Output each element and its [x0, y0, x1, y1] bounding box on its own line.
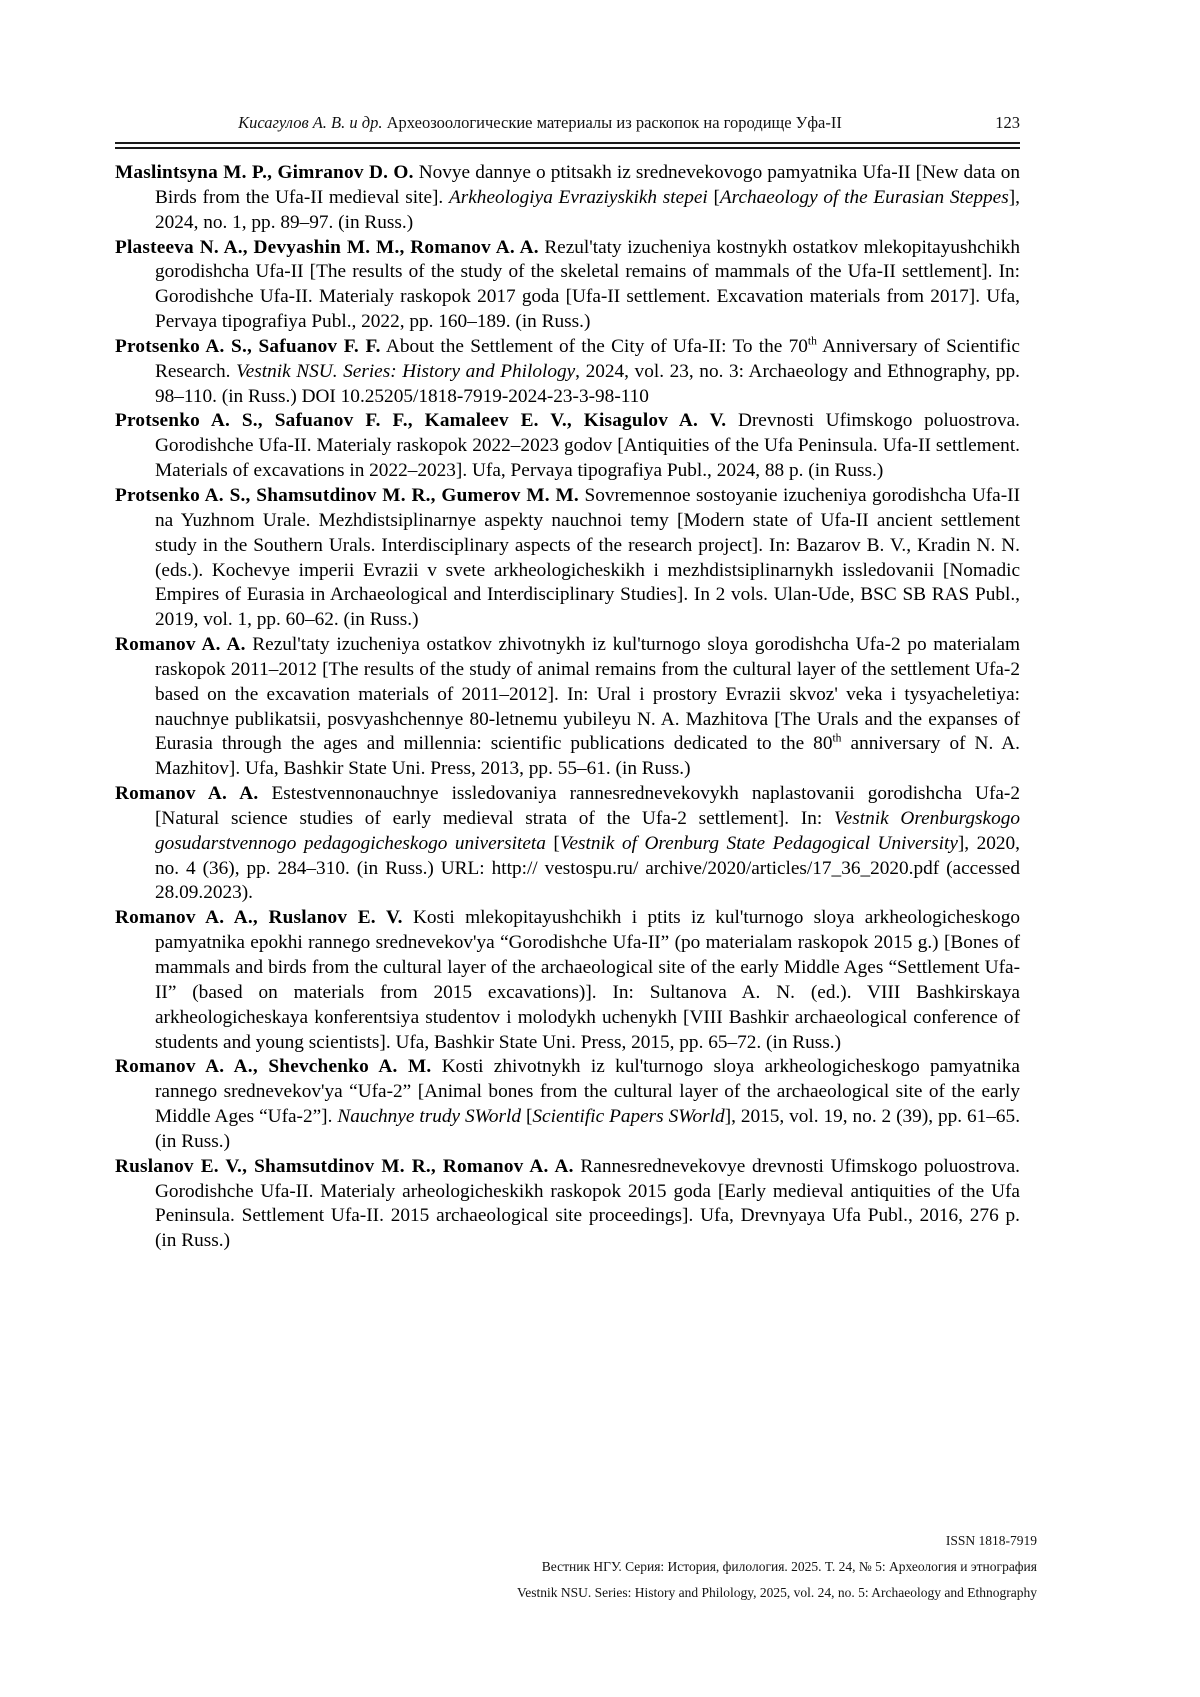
reference-text-run: Rezul'taty izucheniya ostatkov zhivotnykh iz kul'turnogo sloya gorodishcha Ufa-2 po materialam raskopok 2011–2012 [The results of the study of animal remains from the cultural layer of the settlement Ufa-2 based on the excavation materials of 2011–2012]. In: Ural i prostory Evrazii skvoz' veka i tysyacheletiya: nauchnye publikatsii, posvyashchennye 80-letnemu yubileyu N. A. Mazhitova [The Urals and the expanses of Eurasia through the ages and millennia: scientific publications dedicated to the 80 — [155, 634, 1021, 755]
reference-text-run: Romanov A. A., Shevchenko A. M. — [115, 1056, 432, 1078]
reference-text-run: Sovremennoe sostoyanie izucheniya gorodishcha Ufa-II na Yuzhnom Urale. Mezhdistsiplinarnye aspekty nauchnoi temy [Modern state of Ufa-II ancient settlement study in the Southern Urals. Interdisciplinary aspects of the research project]. In: Bazarov B. V., Kradin N. N. (eds.). Kochevye imperii Evrazii v svete arkheologicheskikh i mezhdistsiplinarnykh issledovanii [Nomadic Empires of Eurasia in Archaeological and Interdisciplinary Studies]. In 2 vols. Ulan-Ude, BSC SB RAS Publ., 2019, vol. 1, pp. 60–62. (in Russ.) — [155, 484, 1020, 631]
references-list — [115, 161, 1020, 1254]
reference-text-run: Novye dannye o ptitsakh iz srednevekovogo pamyatnika Ufa-II [New data on Birds from the Ufa-II medieval site]. — [155, 162, 1020, 208]
running-head-authors: Кисагулов А. В. и др. — [238, 113, 383, 132]
reference-item — [115, 409, 1020, 484]
reference-text-run: Protsenko A. S., Safuanov F. F. — [115, 335, 381, 357]
reference-text-run: Ruslanov E. V., Shamsutdinov M. R., Romanov A. A. — [115, 1155, 574, 1177]
reference-text-run: Protsenko A. S., Shamsutdinov M. R., Gumerov M. M. — [115, 484, 579, 506]
reference-text-run: Maslintsyna M. P., Gimranov D. O. — [115, 162, 414, 183]
reference-text-run: Rannesrednevekovye drevnosti Ufimskogo poluostrova. Gorodishche Ufa-II. Materialy arheologicheskikh raskopok 2015 goda [Early medieval antiquities of the Ufa Peninsula. Settlement Ufa-II. 2015 archaeological site proceedings]. Ufa, Drevnyaya Ufa Publ., 2016, 276 p. (in Russ.) — [155, 1155, 1020, 1252]
reference-item — [115, 1155, 1020, 1254]
reference-item — [115, 484, 1020, 633]
reference-item — [115, 335, 1020, 410]
reference-text-run: Scientific Papers SWorld — [532, 1106, 725, 1128]
reference-text-run: Arkheologiya Evraziyskikh stepei — [448, 186, 708, 208]
running-head-title: Археозоологические материалы из раскопок на городище Уфа-II — [386, 113, 842, 132]
page-number: 123 — [995, 113, 1020, 132]
reference-text-run: [ — [707, 186, 720, 208]
footer-journal-ru: Вестник НГУ. Серия: История, филология. 2025. Т. 24, № 5: Археология и этнография — [541, 1559, 1037, 1574]
reference-text-run: [ — [545, 832, 560, 854]
reference-text-run: th — [832, 731, 842, 745]
reference-item — [115, 633, 1020, 782]
reference-text-run: ], 2024, no. 1, pp. 89–97. (in Russ.) — [155, 186, 1020, 233]
reference-text-run: Romanov A. A., Ruslanov E. V. — [115, 907, 403, 929]
header-double-rule — [115, 142, 1020, 149]
reference-text-run: [ — [521, 1106, 533, 1128]
reference-item — [115, 782, 1020, 906]
reference-text-run: Anniversary of Scientific Research. — [155, 335, 1020, 382]
reference-text-run: anniversary of N. A. Mazhitov]. Ufa, Bashkir State Uni. Press, 2013, pp. 55–61. (in Russ.) — [155, 733, 1020, 780]
reference-item — [115, 236, 1020, 335]
reference-text-run: Vestnik NSU. Series: History and Philology — [236, 360, 576, 382]
reference-text-run: ], 2020, no. 4 (36), pp. 284–310. (in Russ.) URL: http:// vestospu.ru/ archive/2020/articles/17_36_2020.pdf (accessed 28.09.2023). — [155, 832, 1020, 904]
reference-text-run: th — [807, 334, 817, 348]
reference-text-run: Estestvennonauchnye issledovaniya rannesrednevekovykh naplastovanii gorodishcha Ufa-2 [Natural science studies of early medieval strata of the Ufa-2 settlement]. In: — [155, 783, 1020, 829]
reference-text-run: Drevnosti Ufimskogo poluostrova. Gorodishche Ufa-II. Materialy raskopok 2022–2023 godov [Antiquities of the Ufa Peninsula. Ufa-II settlement. Materials of excavations in 2022–2023]. Ufa, Pervaya tipografiya Publ., 2024, 88 p. (in Russ.) — [155, 410, 1020, 482]
reference-text-run: Kosti mlekopitayushchikh i ptits iz kul'turnogo sloya arkheologicheskogo pamyatnika epokhi rannego srednevekov'ya “Gorodishche Ufa-II” (po materialam raskopok 2015 g.) [Bones of mammals and birds from the cultural layer of the archaeological site of the early Middle Ages “Settlement Ufa-II” (based on materials from 2015 excavations)]. In: Sultanova A. N. (ed.). VIII Bashkirskaya arkheologicheskaya konferentsiya studentov i molodykh uchenykh [VIII Bashkir archaeological conference of students and young scientists]. Ufa, Bashkir State Uni. Press, 2015, pp. 65–72. (in Russ.) — [155, 907, 1020, 1053]
reference-text-run: Vestnik Orenburgskogo gosudarstvennogo pedagogicheskogo universiteta — [155, 807, 1020, 854]
reference-text-run: Protsenko A. S., Safuanov F. F., Kamaleev E. V., Kisagulov A. V. — [115, 410, 727, 432]
reference-text-run: Romanov A. A. — [115, 634, 246, 656]
reference-text-run: Kosti zhivotnykh iz kul'turnogo sloya arkheologicheskogo pamyatnika rannego srednevekov'ya “Ufa-2” [Animal bones from the cultural layer of the archaeological site of the early Middle Ages “Ufa-2”]. — [155, 1056, 1020, 1128]
reference-text-run: About the Settlement of the City of Ufa-II: To the 70 — [380, 335, 808, 357]
reference-text-run: Archaeology of the Eurasian Steppes — [719, 186, 1009, 208]
reference-text-run: , 2024, vol. 23, no. 3: Archaeology and Ethnography, pp. 98–110. (in Russ.) DOI 10.25205/1818-7919-2024-23-3-98-110 — [155, 360, 1020, 407]
reference-item — [115, 906, 1020, 1055]
reference-text-run: Nauchnye trudy SWorld — [337, 1106, 522, 1128]
running-head — [115, 112, 965, 134]
reference-text-run: Rezul'taty izucheniya kostnykh ostatkov mlekopitayushchikh gorodishcha Ufa-II [The results of the study of the skeletal remains of mammals of the Ufa-II settlement]. In: Gorodishche Ufa-II. Materialy raskopok 2017 goda [Ufa-II settlement. Excavation materials from 2017]. Ufa, Pervaya tipografiya Publ., 2022, pp. 160–189. (in Russ.) — [155, 236, 1020, 333]
reference-text-run: Plasteeva N. A., Devyashin M. M., Romanov A. A. — [115, 236, 539, 258]
footer-issn: ISSN 1818-7919 — [945, 1533, 1037, 1548]
reference-item — [115, 161, 1020, 236]
page-footer — [517, 1528, 1037, 1606]
footer-journal-en: Vestnik NSU. Series: History and Philology, 2025, vol. 24, no. 5: Archaeology and Ethnography — [517, 1585, 1037, 1600]
running-header — [115, 112, 1020, 134]
reference-text-run: ], 2015, vol. 19, no. 2 (39), pp. 61–65. (in Russ.) — [155, 1106, 1021, 1152]
reference-text-run: Romanov A. A. — [115, 783, 259, 805]
reference-item — [115, 1055, 1020, 1154]
reference-text-run: Vestnik of Orenburg State Pedagogical University — [559, 832, 958, 854]
